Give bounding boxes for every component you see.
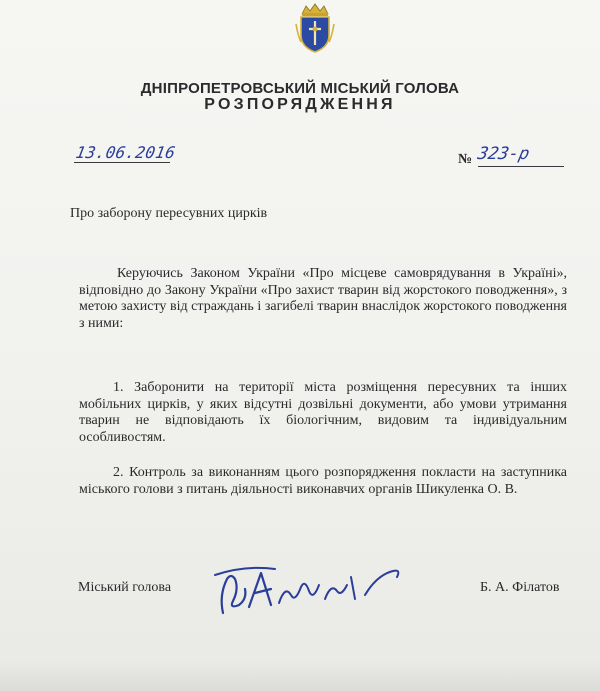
signatory-name: Б. А. Філатов (480, 580, 560, 595)
document-subject: Про заборону пересувних цирків (70, 206, 268, 221)
signatory-title: Міський голова (78, 580, 172, 595)
document-date: 13.06.2016 (74, 143, 178, 162)
issuing-authority: ДНІПРОПЕТРОВСЬКИЙ МІСЬКИЙ ГОЛОВА (140, 80, 460, 97)
number-underline (478, 166, 564, 167)
document-number: 323-р (475, 144, 532, 164)
clause-1: 1. Заборонити на території міста розміщення пересувних та інших мобільних цирків, у яких відсутні дозвільні документи, або умови утримання тварин не відповідають їх біологічним, видовим та індивідуальним особливостям. (79, 380, 567, 445)
handwritten-signature (205, 555, 415, 625)
clause-2: 2. Контроль за виконанням цього розпорядження покласти на заступника міського голови з питань діяльності виконавчих органів Шикуленка О. В. (79, 465, 567, 497)
city-coat-of-arms-icon (293, 2, 337, 54)
preamble-paragraph: Керуючись Законом України «Про місцеве самоврядування в Україні», відповідно до Закону України «Про захист тварин від жорстокого поводження», з метою захисту від страждань і загибелі тварин внаслідок жорстокого поводження з ними: (79, 266, 567, 331)
number-sign: № (458, 152, 473, 167)
date-underline (74, 162, 170, 163)
document-type-title: РОЗПОРЯДЖЕННЯ (204, 96, 396, 113)
